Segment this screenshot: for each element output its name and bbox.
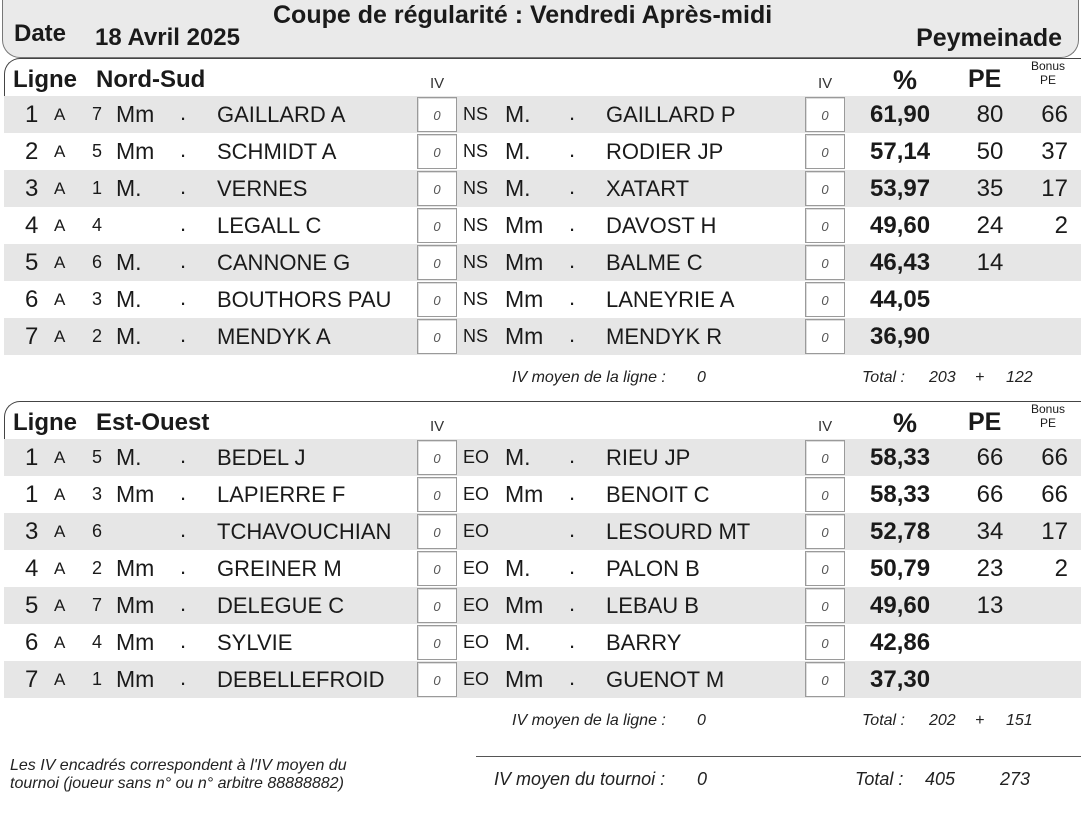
line-total-plus: + (975, 369, 985, 386)
page-title: Coupe de régularité : Vendredi Après-midi (273, 1, 773, 29)
percent-cell: 57,14 (870, 138, 931, 165)
player1-name: LEGALL C (217, 213, 322, 238)
player1-separator: . (180, 591, 187, 616)
player1-iv-box: 0 (417, 551, 457, 586)
player2-iv-box: 0 (805, 282, 845, 317)
player2-separator: . (569, 285, 576, 310)
bonus-pe-cell (1034, 244, 1068, 281)
percent-column-header: % (893, 65, 918, 95)
player2-name: BENOIT C (606, 482, 710, 507)
bonus-pe-cell: 37 (1041, 138, 1068, 165)
player1-name: BEDEL J (217, 445, 306, 470)
rank-cell: 2 (25, 138, 39, 165)
player1-separator: . (180, 480, 187, 505)
table-number-cell: 2 (92, 558, 103, 578)
direction-cell: EO (463, 595, 490, 615)
player1-name: TCHAVOUCHIAN (217, 519, 392, 544)
player2-name: RODIER JP (606, 139, 724, 164)
date-value: 18 Avril 2025 (95, 24, 240, 51)
player2-name: LEBAU B (606, 593, 699, 618)
rank-cell: 4 (25, 212, 39, 239)
tournament-total-bonus: 273 (1000, 769, 1031, 789)
line-total-pe: 203 (929, 369, 956, 386)
player1-civility: Mm (116, 555, 155, 581)
player1-iv-box: 0 (417, 134, 457, 169)
club-name: Peymeinade (916, 24, 1062, 52)
table-number-cell: 7 (92, 595, 103, 615)
section-name: Nord-Sud (96, 66, 206, 93)
table-row (4, 439, 1081, 476)
table-row (4, 587, 1081, 624)
player2-iv-box: 0 (805, 319, 845, 354)
player2-iv-box: 0 (805, 208, 845, 243)
rank-cell: 3 (25, 175, 39, 202)
player1-name: GREINER M (217, 556, 342, 581)
player2-name: GAILLARD P (606, 102, 736, 127)
pe-cell (975, 318, 1005, 355)
section-cell: A (54, 670, 66, 689)
line-total-pe: 202 (929, 712, 956, 729)
table-row (4, 96, 1081, 133)
section-cell: A (54, 522, 66, 541)
bonus-pe-cell: 66 (1041, 101, 1068, 128)
direction-cell: NS (463, 178, 489, 198)
player1-iv-box: 0 (417, 319, 457, 354)
player2-name: LESOURD MT (606, 519, 751, 544)
footer-note-line1: Les IV encadrés correspondent à l'IV moyen du (10, 757, 347, 774)
direction-cell: EO (463, 484, 490, 504)
player2-separator: . (569, 137, 576, 162)
table-row (4, 318, 1081, 355)
player2-civility: M. (505, 175, 531, 201)
pe-cell: 34 (976, 518, 1004, 545)
player2-name: RIEU JP (606, 445, 691, 470)
player2-iv-box: 0 (805, 477, 845, 512)
rank-cell: 1 (25, 481, 39, 508)
player1-separator: . (180, 554, 187, 579)
rank-cell: 4 (25, 555, 39, 582)
table-number-cell: 4 (92, 215, 103, 235)
rank-cell: 5 (25, 249, 39, 276)
pe-cell (975, 281, 1005, 318)
player1-separator: . (180, 174, 187, 199)
direction-cell: EO (463, 521, 490, 541)
bonus-pe-cell: 66 (1041, 481, 1068, 508)
player2-separator: . (569, 100, 576, 125)
player1-separator: . (180, 628, 187, 653)
player1-iv-box: 0 (417, 440, 457, 475)
player2-civility: Mm (505, 212, 544, 238)
section-cell: A (54, 327, 66, 346)
section-cell: A (54, 596, 66, 615)
table-number-cell: 1 (92, 178, 103, 198)
player2-civility: M. (505, 555, 531, 581)
percent-cell: 36,90 (870, 323, 931, 350)
player1-civility: M. (116, 286, 142, 312)
player2-name: GUENOT M (606, 667, 725, 692)
bonus-pe-cell: 17 (1041, 518, 1068, 545)
player1-iv-box: 0 (417, 477, 457, 512)
section-cell: A (54, 485, 66, 504)
line-total-label: Total : (862, 369, 905, 386)
pe-cell: 13 (976, 592, 1004, 619)
table-number-cell: 2 (92, 326, 103, 346)
bonus-pe-column-header (1027, 59, 1069, 87)
percent-cell: 50,79 (870, 555, 931, 582)
percent-cell: 58,33 (870, 481, 931, 508)
footer-divider (476, 756, 1081, 757)
player1-iv-box: 0 (417, 97, 457, 132)
player2-name: MENDYK R (606, 324, 723, 349)
player2-iv-box: 0 (805, 97, 845, 132)
player2-civility: M. (505, 444, 531, 470)
table-number-cell: 5 (92, 141, 103, 161)
player2-civility: M. (505, 138, 531, 164)
rank-cell: 5 (25, 592, 39, 619)
section-cell: A (54, 559, 66, 578)
player2-name: PALON B (606, 556, 700, 581)
table-row (4, 170, 1081, 207)
direction-cell: NS (463, 215, 489, 235)
table-row (4, 476, 1081, 513)
pe-column-header: PE (968, 65, 1002, 93)
percent-cell: 42,86 (870, 629, 931, 656)
iv-column-header: IV (818, 418, 833, 435)
table-row (4, 133, 1081, 170)
player2-separator: . (569, 665, 576, 690)
player1-name: VERNES (217, 176, 308, 201)
pe-cell: 66 (976, 444, 1004, 471)
player2-separator: . (569, 591, 576, 616)
direction-cell: EO (463, 558, 490, 578)
line-total-bonus: 122 (1006, 369, 1033, 386)
player1-iv-box: 0 (417, 208, 457, 243)
pe-column-header: PE (968, 408, 1002, 436)
player1-separator: . (180, 248, 187, 273)
line-iv-value: 0 (697, 369, 706, 386)
bonus-pe-cell (1034, 281, 1068, 318)
player2-civility: M. (505, 629, 531, 655)
player1-name: GAILLARD A (217, 102, 346, 127)
player2-civility: M. (505, 101, 531, 127)
player2-iv-box: 0 (805, 514, 845, 549)
player1-civility: Mm (116, 101, 155, 127)
tournament-iv-value: 0 (697, 769, 708, 789)
iv-column-header: IV (430, 418, 445, 435)
player1-name: LAPIERRE F (217, 482, 346, 507)
bonus-pe-cell (1034, 587, 1068, 624)
player2-civility: Mm (505, 249, 544, 275)
pe-cell: 66 (976, 481, 1004, 508)
bonus-pe-cell (1034, 661, 1068, 698)
pe-cell (975, 661, 1005, 698)
player1-civility: M. (116, 249, 142, 275)
bonus-pe-column-header (1027, 402, 1069, 430)
player2-separator: . (569, 322, 576, 347)
section-header (4, 401, 1081, 439)
section-cell: A (54, 448, 66, 467)
table-number-cell: 6 (92, 521, 103, 541)
table-number-cell: 3 (92, 484, 103, 504)
bonus-pe-cell: 17 (1041, 175, 1068, 202)
table-number-cell: 6 (92, 252, 103, 272)
table-row (4, 281, 1081, 318)
bonus-pe-cell: 2 (1054, 212, 1068, 239)
section-cell: A (54, 179, 66, 198)
player1-separator: . (180, 443, 187, 468)
player1-iv-box: 0 (417, 625, 457, 660)
table-row (4, 207, 1081, 244)
rank-cell: 6 (25, 286, 39, 313)
percent-cell: 37,30 (870, 666, 931, 693)
rank-cell: 3 (25, 518, 39, 545)
player2-separator: . (569, 517, 576, 542)
bonus-pe-cell (1034, 318, 1068, 355)
player2-iv-box: 0 (805, 440, 845, 475)
table-number-cell: 7 (92, 104, 103, 124)
section-cell: A (54, 290, 66, 309)
player2-name: LANEYRIE A (606, 287, 735, 312)
section-header (4, 58, 1081, 96)
section-name: Est-Ouest (96, 409, 210, 436)
player2-separator: . (569, 211, 576, 236)
player1-name: DELEGUE C (217, 593, 345, 618)
section-cell: A (54, 216, 66, 235)
player1-name: MENDYK A (217, 324, 331, 349)
footer-note (10, 757, 347, 793)
player1-civility: Mm (116, 592, 155, 618)
player1-separator: . (180, 211, 187, 236)
table-number-cell: 3 (92, 289, 103, 309)
player2-civility: Mm (505, 286, 544, 312)
table-row (4, 513, 1081, 550)
direction-cell: NS (463, 326, 489, 346)
percent-cell: 49,60 (870, 592, 931, 619)
table-row (4, 624, 1081, 661)
footer-note-line2: tournoi (joueur sans n° ou n° arbitre 88888882) (10, 775, 344, 792)
percent-cell: 58,33 (870, 444, 931, 471)
section-label: Ligne (13, 66, 77, 93)
pe-cell: 50 (976, 138, 1004, 165)
line-total-plus: + (975, 712, 985, 729)
player1-civility: Mm (116, 666, 155, 692)
player1-separator: . (180, 322, 187, 347)
player1-name: SYLVIE (217, 630, 293, 655)
player1-civility: M. (116, 175, 142, 201)
player1-iv-box: 0 (417, 245, 457, 280)
section-label: Ligne (13, 409, 77, 436)
player2-civility: Mm (505, 323, 544, 349)
player2-name: BALME C (606, 250, 703, 275)
player1-separator: . (180, 100, 187, 125)
table-number-cell: 1 (92, 669, 103, 689)
rank-cell: 7 (25, 666, 39, 693)
table-number-cell: 5 (92, 447, 103, 467)
percent-column-header: % (893, 408, 918, 438)
player2-separator: . (569, 554, 576, 579)
player2-iv-box: 0 (805, 588, 845, 623)
player1-name: SCHMIDT A (217, 139, 337, 164)
table-row (4, 550, 1081, 587)
tournament-total-label: Total : (855, 769, 904, 789)
line-iv-label: IV moyen de la ligne : (512, 712, 666, 729)
player2-separator: . (569, 628, 576, 653)
player1-civility: Mm (116, 481, 155, 507)
pe-cell (975, 624, 1005, 661)
percent-cell: 53,97 (870, 175, 931, 202)
player1-civility: Mm (116, 138, 155, 164)
player2-separator: . (569, 248, 576, 273)
player1-civility: Mm (116, 629, 155, 655)
player2-iv-box: 0 (805, 245, 845, 280)
player1-separator: . (180, 137, 187, 162)
table-row (4, 661, 1081, 698)
percent-cell: 52,78 (870, 518, 931, 545)
tournament-total-pe: 405 (925, 769, 956, 789)
player1-iv-box: 0 (417, 662, 457, 697)
tournament-iv-label: IV moyen du tournoi : (494, 769, 666, 789)
player2-iv-box: 0 (805, 662, 845, 697)
pe-cell: 24 (976, 212, 1004, 239)
pe-cell: 35 (976, 175, 1004, 202)
percent-cell: 46,43 (870, 249, 931, 276)
player2-separator: . (569, 443, 576, 468)
pe-cell: 14 (976, 249, 1004, 276)
bonus-pe-cell: 66 (1041, 444, 1068, 471)
player1-iv-box: 0 (417, 171, 457, 206)
direction-cell: NS (463, 141, 489, 161)
player1-civility: M. (116, 444, 142, 470)
iv-column-header: IV (818, 75, 833, 92)
player1-separator: . (180, 665, 187, 690)
bonus-header-line1: Bonus (1030, 402, 1066, 416)
player1-civility: M. (116, 323, 142, 349)
rank-cell: 7 (25, 323, 39, 350)
player1-separator: . (180, 517, 187, 542)
player2-iv-box: 0 (805, 134, 845, 169)
player1-iv-box: 0 (417, 514, 457, 549)
rank-cell: 1 (25, 444, 39, 471)
player2-iv-box: 0 (805, 625, 845, 660)
section-cell: A (54, 105, 66, 124)
line-iv-label: IV moyen de la ligne : (512, 369, 666, 386)
player2-civility: Mm (505, 592, 544, 618)
player1-iv-box: 0 (417, 588, 457, 623)
player1-iv-box: 0 (417, 282, 457, 317)
direction-cell: NS (463, 252, 489, 272)
player1-name: BOUTHORS PAU (217, 287, 392, 312)
direction-cell: NS (463, 104, 489, 124)
player2-iv-box: 0 (805, 551, 845, 586)
player2-civility: Mm (505, 481, 544, 507)
bonus-header-line2: PE (1039, 73, 1056, 87)
direction-cell: EO (463, 447, 490, 467)
pe-cell: 80 (976, 101, 1004, 128)
table-row (4, 244, 1081, 281)
line-total-label: Total : (862, 712, 905, 729)
player1-separator: . (180, 285, 187, 310)
bonus-pe-cell (1034, 624, 1068, 661)
player1-name: CANNONE G (217, 250, 351, 275)
direction-cell: EO (463, 669, 490, 689)
pe-cell: 23 (976, 555, 1004, 582)
bonus-header-line1: Bonus (1030, 59, 1066, 73)
direction-cell: NS (463, 289, 489, 309)
page-header (2, 0, 1079, 58)
rank-cell: 6 (25, 629, 39, 656)
rank-cell: 1 (25, 101, 39, 128)
player2-name: DAVOST H (606, 213, 717, 238)
bonus-pe-cell: 2 (1054, 555, 1068, 582)
player2-separator: . (569, 174, 576, 199)
percent-cell: 61,90 (870, 101, 931, 128)
section-cell: A (54, 253, 66, 272)
section-cell: A (54, 633, 66, 652)
line-total-bonus: 151 (1006, 712, 1033, 729)
percent-cell: 49,60 (870, 212, 931, 239)
bonus-header-line2: PE (1039, 416, 1056, 430)
iv-column-header: IV (430, 75, 445, 92)
percent-cell: 44,05 (870, 286, 931, 313)
player2-name: BARRY (606, 630, 682, 655)
table-number-cell: 4 (92, 632, 103, 652)
direction-cell: EO (463, 632, 490, 652)
section-cell: A (54, 142, 66, 161)
date-label: Date (14, 20, 67, 47)
player2-separator: . (569, 480, 576, 505)
player2-iv-box: 0 (805, 171, 845, 206)
player2-name: XATART (606, 176, 690, 201)
player2-civility: Mm (505, 666, 544, 692)
line-iv-value: 0 (697, 712, 706, 729)
player1-name: DEBELLEFROID (217, 667, 385, 692)
